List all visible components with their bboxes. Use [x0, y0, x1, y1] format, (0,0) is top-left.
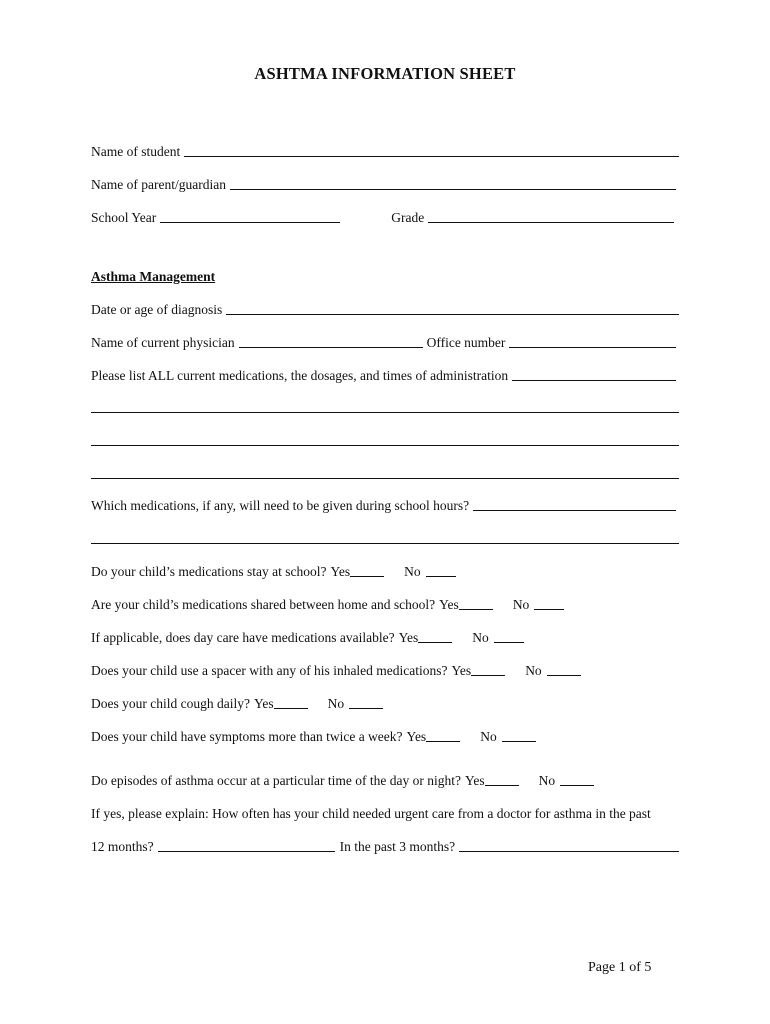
- question-label: Do your child’s medications stay at school?: [91, 564, 327, 579]
- question-label: Are your child’s medications shared between home and school?: [91, 597, 436, 612]
- no-label: No: [538, 773, 556, 788]
- question-row: [91, 659, 679, 679]
- urgent-care-row: [91, 802, 679, 822]
- parent-name-field[interactable]: [230, 189, 676, 190]
- grade-label: Grade: [391, 210, 425, 225]
- school-year-label: School Year: [91, 210, 157, 225]
- urgent-care-label: If yes, please explain: How often has your child needed urgent care from a doctor for asthma in the past: [91, 806, 651, 821]
- yes-blank[interactable]: [350, 576, 384, 577]
- question-row: [91, 560, 679, 580]
- no-blank[interactable]: [547, 675, 581, 676]
- no-blank[interactable]: [502, 741, 536, 742]
- urgent-3-months-label: In the past 3 months?: [339, 839, 456, 854]
- physician-label: Name of current physician: [91, 335, 235, 350]
- office-number-field[interactable]: [509, 347, 676, 348]
- question-row: [91, 769, 679, 789]
- yes-blank[interactable]: [426, 741, 460, 742]
- question-label: If applicable, does day care have medications available?: [91, 630, 395, 645]
- no-label: No: [327, 696, 345, 711]
- school-meds-label: Which medications, if any, will need to be given during school hours?: [91, 498, 470, 513]
- yes-blank[interactable]: [459, 609, 493, 610]
- medications-field[interactable]: [512, 380, 676, 381]
- page-title: ASHTMA INFORMATION SHEET: [254, 64, 516, 83]
- diagnosis-label: Date or age of diagnosis: [91, 302, 223, 317]
- medications-line-1[interactable]: [91, 412, 679, 413]
- no-blank[interactable]: [534, 609, 564, 610]
- school-meds-row: [91, 494, 679, 514]
- parent-name-row: [91, 173, 679, 193]
- medications-line-3[interactable]: [91, 478, 679, 479]
- school-year-field[interactable]: [160, 222, 340, 223]
- medications-row: [91, 364, 679, 384]
- yes-label: Yes: [330, 564, 351, 579]
- grade-field[interactable]: [428, 222, 674, 223]
- student-name-label: Name of student: [91, 144, 181, 159]
- urgent-12-months-label: 12 months?: [91, 839, 154, 854]
- yes-blank[interactable]: [418, 642, 452, 643]
- yes-label: Yes: [253, 696, 274, 711]
- office-number-label: Office number: [426, 335, 506, 350]
- diagnosis-row: [91, 298, 679, 318]
- yes-label: Yes: [465, 773, 485, 788]
- no-label: No: [512, 597, 530, 612]
- yes-label: Yes: [439, 597, 459, 612]
- yes-label: Yes: [451, 663, 472, 678]
- question-row: [91, 626, 679, 646]
- section-heading-asthma-management: Asthma Management: [91, 269, 216, 284]
- urgent-care-months-row: [91, 835, 679, 855]
- urgent-12-months-field[interactable]: [158, 851, 335, 852]
- no-label: No: [404, 564, 421, 579]
- medications-label: Please list ALL current medications, the dosages, and times of administration: [91, 368, 509, 383]
- diagnosis-field[interactable]: [226, 314, 679, 315]
- urgent-3-months-field[interactable]: [459, 851, 679, 852]
- student-name-row: [91, 140, 679, 160]
- yes-blank[interactable]: [471, 675, 505, 676]
- yes-blank[interactable]: [274, 708, 308, 709]
- school-year-grade-row: [91, 206, 679, 226]
- student-name-field[interactable]: [184, 156, 679, 157]
- physician-field[interactable]: [239, 347, 423, 348]
- page-number: Page 1 of 5: [588, 960, 652, 975]
- yes-label: Yes: [406, 729, 427, 744]
- medications-line-2[interactable]: [91, 445, 679, 446]
- no-label: No: [472, 630, 489, 645]
- question-row: [91, 725, 679, 745]
- question-label: Do episodes of asthma occur at a particular time of the day or night?: [91, 773, 461, 788]
- physician-row: [91, 331, 679, 351]
- parent-name-label: Name of parent/guardian: [91, 177, 226, 192]
- no-label: No: [480, 729, 497, 744]
- question-row: [91, 692, 679, 712]
- question-label: Does your child use a spacer with any of his inhaled medications?: [91, 663, 448, 678]
- no-label: No: [525, 663, 542, 678]
- question-label: Does your child cough daily?: [91, 696, 250, 711]
- no-blank[interactable]: [349, 708, 383, 709]
- question-label: Does your child have symptoms more than twice a week?: [91, 729, 403, 744]
- no-blank[interactable]: [426, 576, 456, 577]
- yes-label: Yes: [398, 630, 419, 645]
- school-meds-field[interactable]: [473, 510, 676, 511]
- school-meds-line[interactable]: [91, 543, 679, 544]
- question-row: [91, 593, 679, 613]
- no-blank[interactable]: [494, 642, 524, 643]
- no-blank[interactable]: [560, 785, 594, 786]
- yes-blank[interactable]: [485, 785, 519, 786]
